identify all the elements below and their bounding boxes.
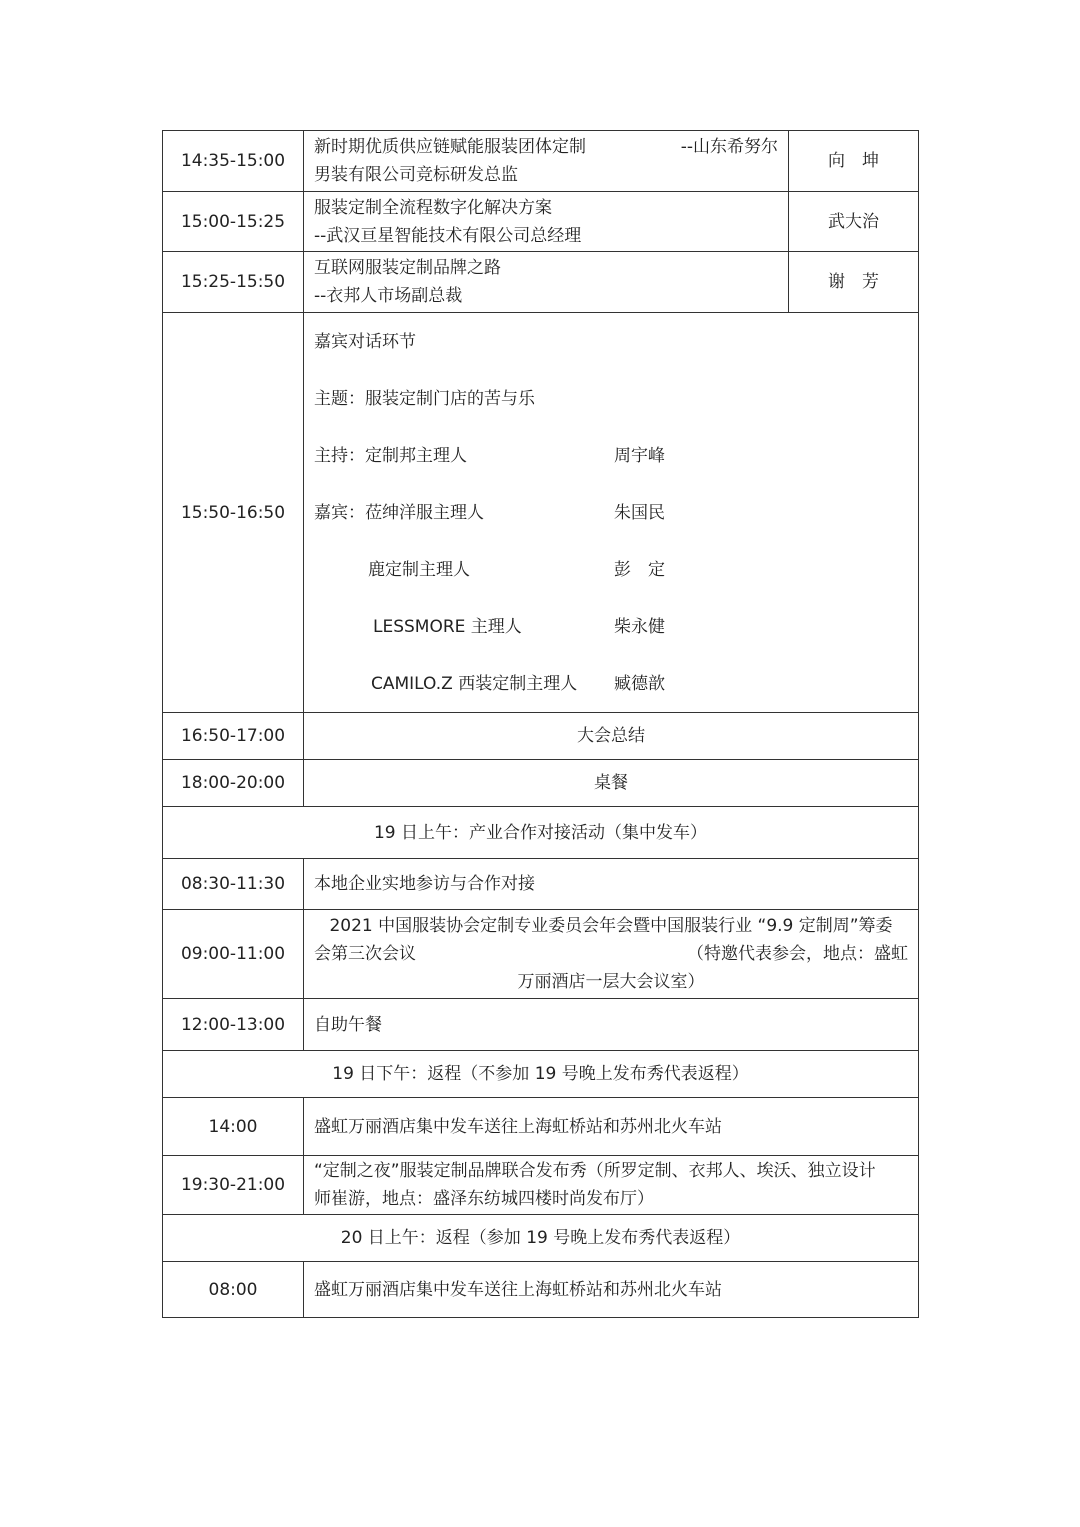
session-cell <box>304 192 789 252</box>
schedule-table <box>162 130 919 1318</box>
speaker-cell: 向 坤 <box>789 131 919 192</box>
session-cell: 桌餐 <box>304 760 919 807</box>
table-row <box>163 1215 919 1262</box>
time-cell: 15:00-15:25 <box>163 192 304 252</box>
session-cell <box>304 131 789 192</box>
guest-name: 柴永健 <box>614 616 665 637</box>
time-cell: 09:00-11:00 <box>163 910 304 999</box>
dialogue-topic <box>314 370 908 427</box>
session-title: 服装定制全流程数字化解决方案 <box>314 197 552 218</box>
table-row <box>163 713 919 760</box>
dialogue-title <box>314 313 908 370</box>
time-cell: 14:00 <box>163 1098 304 1156</box>
session-line: “定制之夜”服装定制品牌联合发布秀（所罗定制、衣邦人、埃沃、独立设计 <box>314 1161 876 1181</box>
guest-name: 臧德歆 <box>614 673 665 694</box>
time-cell: 15:50-16:50 <box>163 313 304 713</box>
meeting-line: 万丽酒店一层大会议室） <box>517 972 705 992</box>
section-header: 20 日上午：返程（参加 19 号晚上发布秀代表返程） <box>163 1215 919 1262</box>
session-org: --衣邦人市场副总裁 <box>314 286 463 306</box>
table-row <box>163 192 919 252</box>
time-cell: 08:00 <box>163 1262 304 1318</box>
dialogue-guest <box>314 598 908 655</box>
dialogue-title-text: 嘉宾对话环节 <box>314 331 416 352</box>
dialogue-cell <box>304 313 919 713</box>
meeting-line: 2021 中国服装协会定制专业委员会年会暨中国服装行业 “9.9 定制周”筹委 <box>329 916 893 936</box>
host-label: 主持：定制邦主理人 <box>314 445 467 466</box>
dialogue-guest <box>314 655 908 712</box>
meeting-line-right: （特邀代表参会，地点：盛虹 <box>687 944 908 964</box>
guest-label: 嘉宾：莅绅洋服主理人 <box>314 502 484 523</box>
table-row <box>163 859 919 910</box>
table-row <box>163 1262 919 1318</box>
session-line <box>314 133 778 161</box>
table-row <box>163 910 919 999</box>
guest-label: CAMILO.Z 西装定制主理人 <box>371 673 578 694</box>
session-cell: 本地企业实地参访与合作对接 <box>304 859 919 910</box>
meeting-line <box>314 940 908 968</box>
section-header: 19 日下午：返程（不参加 19 号晚上发布秀代表返程） <box>163 1051 919 1098</box>
session-title: 互联网服装定制品牌之路 <box>314 258 501 278</box>
table-row <box>163 1098 919 1156</box>
time-cell: 19:30-21:00 <box>163 1156 304 1215</box>
table-row <box>163 131 919 192</box>
dialogue-host <box>314 427 908 484</box>
session-cell: 盛虹万丽酒店集中发车送往上海虹桥站和苏州北火车站 <box>304 1098 919 1156</box>
time-cell: 12:00-13:00 <box>163 999 304 1051</box>
session-org: --山东希努尔 <box>680 137 778 157</box>
session-cell <box>304 910 919 999</box>
dialogue-guest <box>314 484 908 541</box>
section-header: 19 日上午：产业合作对接活动（集中发车） <box>163 807 919 859</box>
table-row <box>163 999 919 1051</box>
session-cell: 大会总结 <box>304 713 919 760</box>
host-name: 周宇峰 <box>614 445 665 466</box>
session-cell: 自助午餐 <box>304 999 919 1051</box>
session-org-cont: 男装有限公司竞标研发总监 <box>314 165 518 185</box>
session-cell <box>304 252 789 313</box>
dialogue-guest <box>314 541 908 598</box>
time-cell: 08:30-11:30 <box>163 859 304 910</box>
speaker-cell: 武大治 <box>789 192 919 252</box>
guest-label: 鹿定制主理人 <box>368 559 470 580</box>
session-cell: 盛虹万丽酒店集中发车送往上海虹桥站和苏州北火车站 <box>304 1262 919 1318</box>
table-row <box>163 1156 919 1215</box>
time-cell: 18:00-20:00 <box>163 760 304 807</box>
table-row <box>163 1051 919 1098</box>
guest-name: 彭 定 <box>614 559 665 580</box>
session-cell <box>304 1156 919 1215</box>
dialogue-topic-text: 主题：服装定制门店的苦与乐 <box>314 388 535 409</box>
table-row <box>163 760 919 807</box>
guest-name: 朱国民 <box>614 502 665 523</box>
session-title: 新时期优质供应链赋能服装团体定制 <box>314 137 586 157</box>
table-row <box>163 807 919 859</box>
table-row <box>163 313 919 713</box>
time-cell: 15:25-15:50 <box>163 252 304 313</box>
session-org: --武汉亘星智能技术有限公司总经理 <box>314 225 582 246</box>
speaker-cell: 谢 芳 <box>789 252 919 313</box>
table-row <box>163 252 919 313</box>
session-line: 师崔游，地点：盛泽东纺城四楼时尚发布厅） <box>314 1189 654 1209</box>
meeting-line-left: 会第三次会议 <box>314 944 416 964</box>
time-cell: 16:50-17:00 <box>163 713 304 760</box>
time-cell: 14:35-15:00 <box>163 131 304 192</box>
guest-label: LESSMORE 主理人 <box>373 616 522 637</box>
